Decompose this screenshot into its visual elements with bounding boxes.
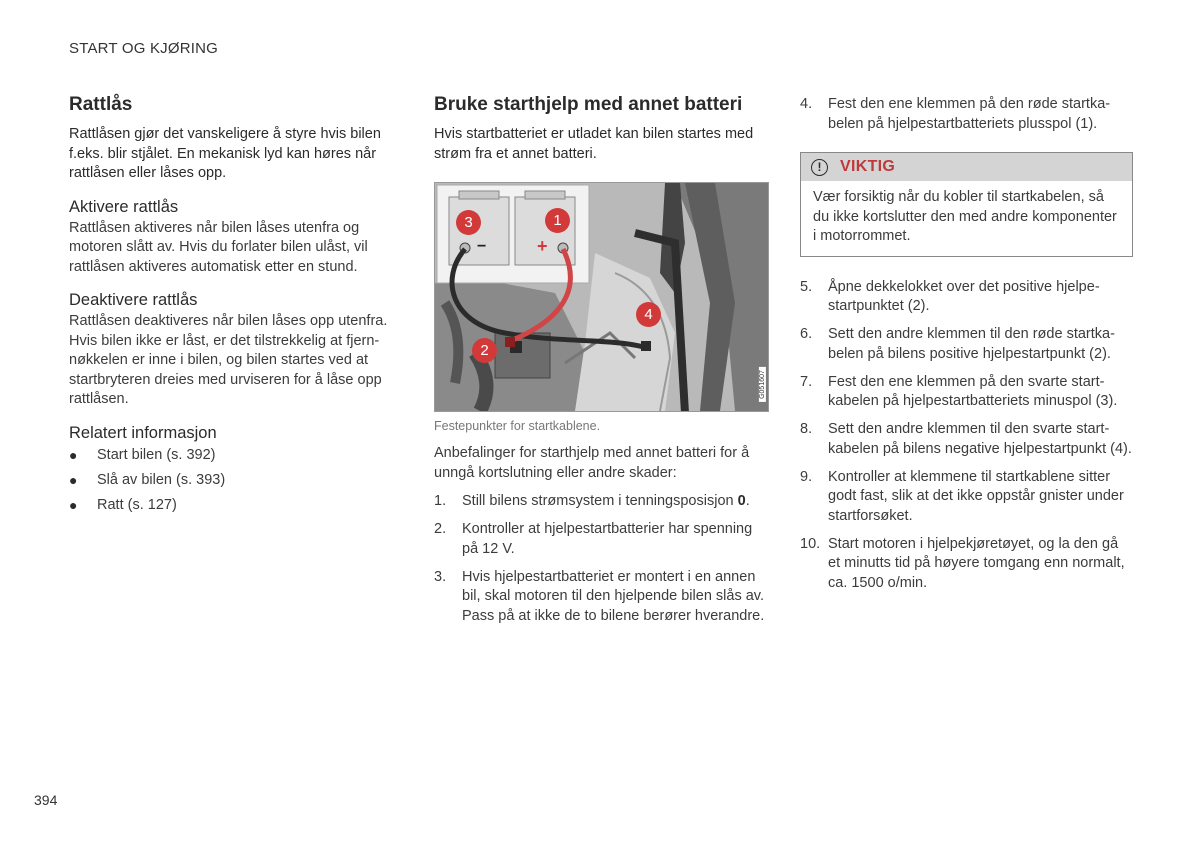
step-text: Sett den andre klemmen til den røde startkabelen på bilens positive hjelpestartpunkt (2). [828, 326, 1115, 362]
deactivate-section [69, 290, 399, 410]
section-title: Bruke starthjelp med annet batteri [434, 94, 743, 115]
list-item [800, 278, 1133, 317]
bullet-icon: ● [69, 446, 78, 463]
step-text: Fest den ene klemmen på den røde startkabelen på hjelpestartbatteriets plusspol (1). [828, 96, 1111, 132]
bullet-icon: ● [69, 496, 78, 513]
warning-header [801, 153, 1132, 181]
related-link[interactable] [69, 471, 399, 491]
step-text: Åpne dekkelokket over det positive hjelpestartpunktet (2). [828, 278, 1100, 314]
related-info-section [69, 423, 399, 516]
minus-sign: − [477, 238, 487, 255]
related-list [69, 446, 399, 516]
step-text: Hvis hjelpestartbatteriet er montert i en annen bil, skal motoren til den hjelpende bilen slås av. Pass på at ikke de to bilene berører hverandre. [462, 568, 765, 624]
activate-section [69, 197, 399, 278]
page-number: 394 [34, 792, 58, 808]
column-steps-continued [800, 95, 1133, 602]
body-text: Rattlåsen deaktiveres når bilen låses opp utenfra. Hvis bilen ikke er låst, er det tilstrekkelig at fjernnøkkelen er inne i bilen, og bilen startes ved at startbryteren dreies med urviseren for å låse opp rattlåsen. [69, 313, 388, 407]
body-text: Rattlåsen aktiveres når bilen låses utenfra og motoren slått av. Hvis du forlater bilen ulåst, vil rattlåsen aktiveres automatisk etter en stund. [69, 219, 368, 275]
list-item [800, 373, 1133, 412]
intro-text: Hvis startbatteriet er utladet kan bilen startes med strøm fra et annet batteri. [434, 126, 754, 162]
step-number: 4. [800, 96, 813, 112]
list-item [434, 568, 769, 627]
step-number: 7. [800, 373, 813, 390]
warning-title: VIKTIG [840, 158, 896, 175]
page-header: START OG KJØRING [69, 40, 219, 57]
plus-sign: + [537, 236, 548, 256]
link-text[interactable]: Start bilen (s. 392) [97, 446, 216, 463]
engine-bay-illustration [434, 182, 769, 412]
step-number: 3. [434, 568, 447, 585]
section-title: Rattlås [69, 94, 133, 115]
column-steering-lock [69, 92, 399, 528]
warning-text: Vær forsiktig når du kobler til startkabelen, så du ikke kortslutter den med andre komponenter i motorrommet. [813, 189, 1117, 244]
column-jump-start [434, 92, 769, 635]
step-emphasis: 0 [737, 493, 746, 509]
engine-bay-drawing [435, 183, 768, 411]
subheading: Relatert informasjon [69, 423, 217, 442]
list-item [800, 95, 1133, 134]
step-number: 10. [800, 535, 821, 552]
steps-list [800, 278, 1133, 594]
related-link[interactable] [69, 496, 399, 516]
step-text: Kontroller at klemmene til startkablene sitter godt fast, slik at det ikke oppstår gnister under startforsøket. [828, 468, 1124, 524]
step-number: 6. [800, 326, 813, 342]
callout-4: 4 [636, 302, 661, 327]
subheading: Deaktivere rattlås [69, 291, 198, 309]
warning-box [800, 152, 1133, 257]
link-text[interactable]: Slå av bilen (s. 393) [97, 471, 226, 488]
recommendation-text: Anbefalinger for starthjelp med annet batteri for å unngå kortslutning eller andre skader: [434, 445, 750, 481]
step-text: Start motoren i hjelpekjøretøyet, og la den gå et minutts tid på høyere tomgang enn normalt, ca. 1500 o/min. [828, 535, 1125, 591]
list-item [800, 468, 1133, 527]
subheading: Aktivere rattlås [69, 197, 179, 216]
figure-caption: Festepunkter for startkablene. [434, 419, 601, 433]
step-suffix: . [745, 493, 750, 509]
step-number: 8. [800, 421, 813, 437]
intro-text: Rattlåsen gjør det vanskeligere å styre hvis bilen f.eks. blir stjålet. En mekanisk lyd kan høres når rattlåsen eller låses opp. [69, 126, 381, 181]
step-text: Still bilens strømsystem i tenningsposisjon [462, 493, 738, 509]
step-text: Fest den ene klemmen på den svarte startkabelen på hjelpestartbatteriets minuspol (3). [828, 373, 1118, 409]
step-number: 9. [800, 468, 813, 485]
step-number: 5. [800, 278, 813, 295]
callout-2: 2 [472, 338, 497, 363]
step-number: 2. [434, 521, 447, 537]
steering-lock-section [69, 92, 399, 184]
list-item [434, 520, 769, 559]
related-link[interactable] [69, 446, 399, 466]
list-item [800, 535, 1133, 594]
list-item [434, 492, 769, 512]
list-item [800, 325, 1133, 364]
figure-code: G051607 [759, 367, 766, 402]
steps-list [800, 95, 1133, 134]
list-item [800, 420, 1133, 459]
steps-list [434, 492, 769, 626]
callout-1: 1 [545, 208, 570, 233]
step-text: Kontroller at hjelpestartbatterier har spenning på 12 V. [462, 521, 753, 557]
exclamation-icon: ! [811, 159, 828, 176]
step-number: 1. [434, 493, 447, 509]
link-text[interactable]: Ratt (s. 127) [97, 496, 177, 513]
step-text: Sett den andre klemmen til den svarte startkabelen på bilens negative hjelpestartpunkt (4). [828, 421, 1132, 457]
callout-3: 3 [456, 210, 481, 235]
bullet-icon: ● [69, 471, 78, 488]
